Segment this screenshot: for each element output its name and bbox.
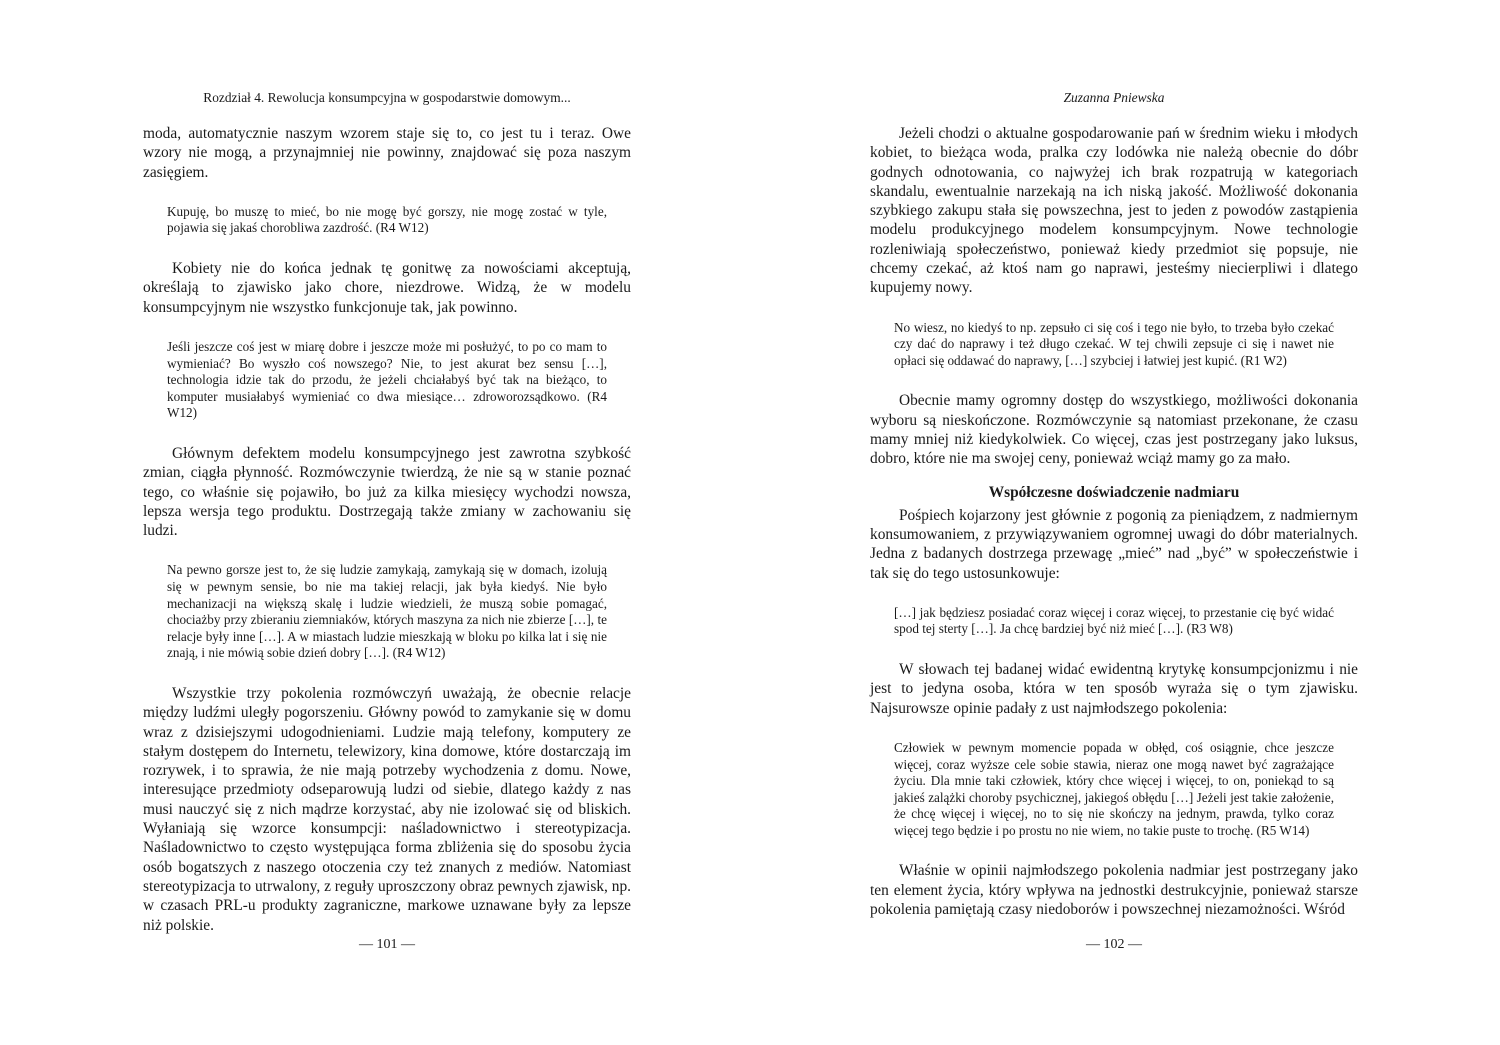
interview-quote xyxy=(894,320,1334,370)
interview-quote xyxy=(894,605,1334,638)
paragraph: Obecnie mamy ogromny dostęp do wszystkiego, możliwości dokonania wyboru są nieskończone. Rozmówczynie są natomiast przekonane, że czasu mamy mniej niż kiedykolwiek. Co więcej, czas jest postrzegany jako luksus, dobro, które nie ma swojej ceny, ponieważ wciąż mamy go za mało. xyxy=(870,392,1358,468)
page-number: — 101 — xyxy=(359,937,415,952)
quote-text: Człowiek w pewnym momencie popada w obłęd, coś osiągnie, chce jeszcze więcej, coraz wyższe cele sobie stawia, nieraz one mogą nawet być zagrażające życiu. Dla mnie taki człowiek, który chce więcej i więcej, to on, poniekąd to są jakieś zalążki choroby psychicznej, jakiegoś obłędu […] Jeżeli jest takie założenie, że chcę więcej i więcej, no to się nie skończy na jednym, prawda, tylko coraz więcej tego będzie i po prostu no nie wiem, no takie puste to trochę. (R5 W14) xyxy=(894,739,1334,838)
paragraph: W słowach tej badanej widać ewidentną krytykę konsumpcjonizmu i nie jest to jedyna osoba, która w ten sposób wyraża się o tym zjawisku. Najsurowsze opinie padały z ust najmłodszego pokolenia: xyxy=(870,661,1358,717)
quote-text: […] jak będziesz posiadać coraz więcej i coraz więcej, to przestanie cię być widać spod tej sterty […]. Ja chcę bardziej być niż mieć […]. (R3 W8) xyxy=(894,604,1334,637)
paragraph: Jeżeli chodzi o aktualne gospodarowanie pań w średnim wieku i młodych kobiet, to bieżąca woda, pralka czy lodówka nie należą obecnie do dóbr godnych odnotowania, co najwyżej ich brak rozpatrują w kategoriach skandalu, ewentualnie narzekają na ich niską jakość. Możliwość dokonania szybkiego zakupu stała się powszechna, jest to jeden z powodów zastąpienia modelu produkcyjnego modelem konsumpcyjnym. Nowe technologie rozleniwiają społeczeństwo, ponieważ kiedy przedmiot się popsuje, nie chcemy czekać, aż ktoś nam go naprawi, jesteśmy niecierpliwi i dlatego kupujemy nowy. xyxy=(870,125,1358,297)
paragraph: Kobiety nie do końca jednak tę gonitwę za nowościami akceptują, określają to zjawisko jako chore, niezdrowe. Widzą, że w modelu konsumpcyjnym nie wszystko funkcjonuje tak, jak powinno. xyxy=(143,260,631,316)
right-page xyxy=(870,0,1358,1045)
interview-quote xyxy=(167,204,607,237)
right-page-body xyxy=(870,124,1358,919)
running-head-chapter: Rozdział 4. Rewolucja konsumpcyjna w gospodarstwie domowym... xyxy=(203,90,571,105)
interview-quote xyxy=(894,740,1334,840)
interview-quote xyxy=(167,562,607,662)
quote-text: Kupuję, bo muszę to mieć, bo nie mogę być gorszy, nie mogę zostać w tyle, pojawia się jakaś chorobliwa zazdrość. (R4 W12) xyxy=(167,203,607,236)
section-heading: Współczesne doświadczenie nadmiaru xyxy=(988,483,1240,501)
quote-text: No wiesz, no kiedyś to np. zepsuło ci się coś i tego nie było, to trzeba było czekać czy dać do naprawy i też długo czekać. W tej chwili zepsuje ci się i nawet nie opłaci się oddawać do naprawy, […] szybciej i łatwiej jest kupić. (R1 W2) xyxy=(894,319,1334,368)
paragraph: Pośpiech kojarzony jest głównie z pogonią za pieniądzem, z nadmiernym konsumowaniem, z przywiązywaniem ogromnej uwagi do dóbr materialnych. Jedna z badanych dostrzega przewagę „mieć” nad „być” w społeczeństwie i tak się do tego ustosunkowuje: xyxy=(870,506,1358,582)
left-page-body xyxy=(143,124,631,935)
interview-quote xyxy=(167,339,607,422)
paragraph: Właśnie w opinii najmłodszego pokolenia nadmiar jest postrzegany jako ten element życia, który wpływa na jednostki destrukcyjnie, ponieważ starsze pokolenia pamiętają czasy niedoborów i powszechnej niezamożności. Wśród xyxy=(870,862,1358,919)
paragraph: Wszystkie trzy pokolenia rozmówczyń uważają, że obecnie relacje między ludźmi uległy pogorszeniu. Główny powód to zamykanie się w domu wraz z dzisiejszymi udogodnieniami. Ludzie mają telefony, komputery ze stałym dostępem do Internetu, telewizory, kina domowe, które dostarczają im rozrywek, i to sprawia, że nie mają potrzeby wychodzenia z domu. Nowe, interesujące przedmioty odseparowują ludzi od siebie, dlatego każdy z nas musi nauczyć się z nich mądrze korzystać, aby nie izolować się od bliskich. Wyłaniają się wzorce konsumpcji: naśladownictwo i stereotypizacja. Naśladownictwo to często występująca forma zbliżenia się do sposobu życia osób bogatszych z naszego otoczenia czy też znanych z mediów. Natomiast stereotypizacja to utrwalony, z reguły uproszczony obraz pewnych zjawisk, np. w czasach PRL-u produkty zagraniczne, markowe uznawane były za lepsze niż polskie. xyxy=(143,684,631,934)
quote-text: Na pewno gorsze jest to, że się ludzie zamykają, zamykają się w domach, izolują się w pewnym sensie, bo nie ma takiej relacji, jak była kiedyś. Nie było mechanizacji na większą skalę i ludzie wiedzieli, że muszą sobie pomagać, chociażby przy zbieraniu ziemniaków, których maszyna za nich nie zbierze […], te relacje były inne […]. A w miastach ludzie mieszkają w bloku po kilka lat i się nie znają, i nie mówią sobie dzień dobry […]. (R4 W12) xyxy=(167,562,607,661)
paragraph: Głównym defektem modelu konsumpcyjnego jest zawrotna szybkość zmian, ciągła płynność. Rozmówczynie twierdzą, że nie są w stanie poznać tego, co właśnie się pojawiło, bo już za kilka miesięcy wychodzi nowsza, lepsza wersja tego produktu. Dostrzegają także zmiany w zachowaniu się ludzi. xyxy=(143,444,631,540)
left-page xyxy=(143,0,631,1045)
quote-text: Jeśli jeszcze coś jest w miarę dobre i jeszcze może mi posłużyć, to po co mam to wymieniać? Bo wyszło coś nowszego? Nie, to jest akurat bez sensu […], technologia idzie tak do przodu, że jeżeli chciałabyś być tak na bieżąco, to komputer musiałabyś wymieniać co dwa miesiące… zdroworozsądkowo. (R4 W12) xyxy=(167,338,607,421)
running-head-author: Zuzanna Pniewska xyxy=(1063,90,1165,105)
paragraph: moda, automatycznie naszym wzorem staje się to, co jest tu i teraz. Owe wzory nie mogą, a przynajmniej nie powinny, znajdować się poza naszym zasięgiem. xyxy=(143,125,631,181)
page-number: — 102 — xyxy=(1086,937,1142,952)
